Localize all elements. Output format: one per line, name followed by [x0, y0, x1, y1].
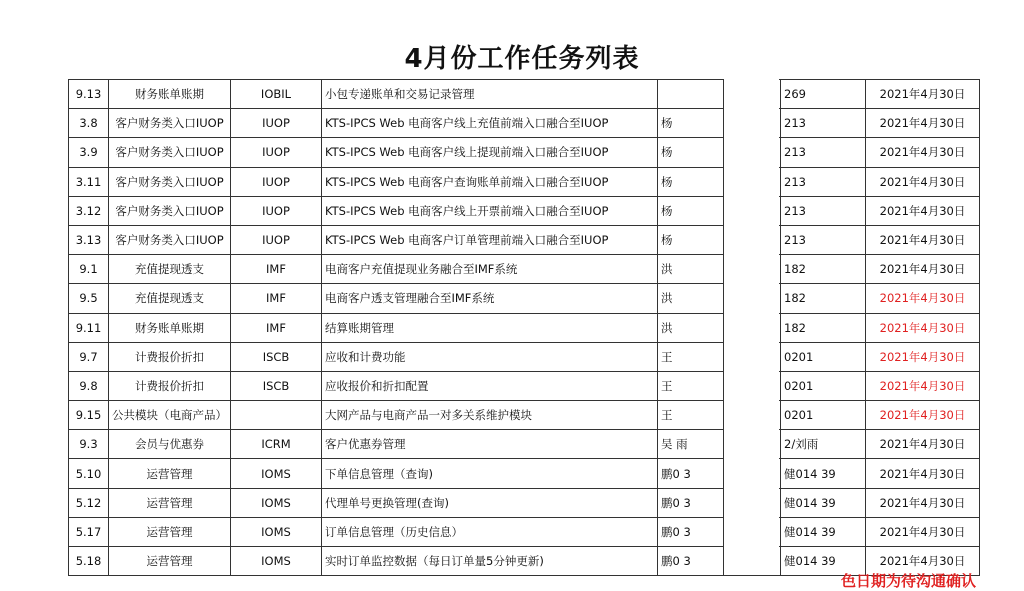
owner-contact-cell: 2/刘雨 — [781, 430, 866, 459]
owner-cell: 杨 — [658, 225, 724, 254]
system-cell: IUOP — [231, 167, 322, 196]
description-cell: 电商客户充值提现业务融合至IMF系统 — [322, 255, 658, 284]
deadline-cell: 2021年4月30日 — [866, 196, 980, 225]
module-cell: 财务账单账期 — [109, 80, 231, 109]
owner-contact-cell: 213 — [781, 109, 866, 138]
system-cell: IUOP — [231, 138, 322, 167]
module-cell: 充值提现透支 — [109, 284, 231, 313]
table-row — [69, 517, 980, 546]
task-table-body — [69, 80, 980, 576]
module-cell: 客户财务类入口IUOP — [109, 225, 231, 254]
system-cell: IOMS — [231, 547, 322, 576]
table-row — [69, 342, 980, 371]
module-cell: 客户财务类入口IUOP — [109, 167, 231, 196]
owner-contact-cell: 213 — [781, 167, 866, 196]
page-title: 4月份工作任务列表 — [404, 44, 640, 74]
description-cell: 大网产品与电商产品一对多关系维护模块 — [322, 401, 658, 430]
deadline-cell: 2021年4月30日 — [866, 459, 980, 488]
task-id-cell: 3.8 — [69, 109, 109, 138]
task-id-cell: 9.7 — [69, 342, 109, 371]
deadline-cell: 2021年4月30日 — [866, 80, 980, 109]
module-cell: 财务账单账期 — [109, 313, 231, 342]
description-cell: 订单信息管理（历史信息） — [322, 517, 658, 546]
task-id-cell: 9.8 — [69, 371, 109, 400]
owner-contact-cell: 182 — [781, 284, 866, 313]
table-row — [69, 109, 980, 138]
owner-cell: 王 — [658, 342, 724, 371]
module-cell: 运营管理 — [109, 488, 231, 517]
system-cell: IUOP — [231, 196, 322, 225]
table-row — [69, 167, 980, 196]
description-cell: 电商客户透支管理融合至IMF系统 — [322, 284, 658, 313]
deadline-cell: 2021年4月30日 — [866, 284, 980, 313]
deadline-cell: 2021年4月30日 — [866, 371, 980, 400]
table-row — [69, 371, 980, 400]
deadline-cell: 2021年4月30日 — [866, 167, 980, 196]
owner-cell: 吴 雨 — [658, 430, 724, 459]
system-cell: IMF — [231, 313, 322, 342]
description-cell: 小包专递账单和交易记录管理 — [322, 80, 658, 109]
module-cell: 客户财务类入口IUOP — [109, 138, 231, 167]
task-id-cell: 5.12 — [69, 488, 109, 517]
system-cell: ICRM — [231, 430, 322, 459]
module-cell: 计费报价折扣 — [109, 342, 231, 371]
description-cell: 实时订单监控数据（每日订单量5分钟更新) — [322, 547, 658, 576]
deadline-cell: 2021年4月30日 — [866, 517, 980, 546]
task-id-cell: 9.13 — [69, 80, 109, 109]
deadline-cell: 2021年4月30日 — [866, 342, 980, 371]
system-cell: IMF — [231, 255, 322, 284]
deadline-cell: 2021年4月30日 — [866, 109, 980, 138]
task-id-cell: 9.3 — [69, 430, 109, 459]
module-cell: 会员与优惠券 — [109, 430, 231, 459]
description-cell: KTS-IPCS Web 电商客户线上开票前端入口融合至IUOP — [322, 196, 658, 225]
owner-cell: 洪 — [658, 284, 724, 313]
owner-cell: 洪 — [658, 313, 724, 342]
description-cell: 结算账期管理 — [322, 313, 658, 342]
owner-contact-cell: 213 — [781, 196, 866, 225]
owner-contact-cell: 0201 — [781, 342, 866, 371]
module-cell: 计费报价折扣 — [109, 371, 231, 400]
system-cell: IOMS — [231, 459, 322, 488]
owner-cell: 王 — [658, 371, 724, 400]
task-id-cell: 9.15 — [69, 401, 109, 430]
owner-cell — [658, 80, 724, 109]
table-row — [69, 284, 980, 313]
task-id-cell: 3.12 — [69, 196, 109, 225]
owner-contact-cell: 269 — [781, 80, 866, 109]
task-id-cell: 5.17 — [69, 517, 109, 546]
deadline-cell: 2021年4月30日 — [866, 225, 980, 254]
description-cell: KTS-IPCS Web 电商客户线上提现前端入口融合至IUOP — [322, 138, 658, 167]
owner-contact-cell: 健014 39 — [781, 459, 866, 488]
module-cell: 运营管理 — [109, 517, 231, 546]
owner-cell: 杨 — [658, 167, 724, 196]
task-id-cell: 9.1 — [69, 255, 109, 284]
table-row — [69, 196, 980, 225]
description-cell: 应收报价和折扣配置 — [322, 371, 658, 400]
description-cell: 下单信息管理（查询) — [322, 459, 658, 488]
owner-cell: 洪 — [658, 255, 724, 284]
owner-contact-cell: 182 — [781, 313, 866, 342]
table-row — [69, 430, 980, 459]
owner-cell: 鹏0 3 — [658, 488, 724, 517]
system-cell — [231, 401, 322, 430]
module-cell: 运营管理 — [109, 459, 231, 488]
task-id-cell: 3.11 — [69, 167, 109, 196]
task-table — [68, 79, 980, 576]
owner-cell: 杨 — [658, 138, 724, 167]
table-row — [69, 313, 980, 342]
description-cell: KTS-IPCS Web 电商客户查询账单前端入口融合至IUOP — [322, 167, 658, 196]
module-cell: 客户财务类入口IUOP — [109, 109, 231, 138]
module-cell: 充值提现透支 — [109, 255, 231, 284]
owner-contact-cell: 182 — [781, 255, 866, 284]
owner-contact-cell: 健014 39 — [781, 547, 866, 576]
deadline-cell: 2021年4月30日 — [866, 255, 980, 284]
deadline-cell: 2021年4月30日 — [866, 138, 980, 167]
system-cell: IOMS — [231, 517, 322, 546]
table-row — [69, 80, 980, 109]
table-row — [69, 255, 980, 284]
description-cell: KTS-IPCS Web 电商客户线上充值前端入口融合至IUOP — [322, 109, 658, 138]
owner-contact-cell: 0201 — [781, 371, 866, 400]
table-row — [69, 488, 980, 517]
system-cell: IUOP — [231, 225, 322, 254]
owner-contact-cell: 0201 — [781, 401, 866, 430]
deadline-cell: 2021年4月30日 — [866, 313, 980, 342]
owner-contact-cell: 213 — [781, 138, 866, 167]
owner-cell: 鹏0 3 — [658, 547, 724, 576]
system-cell: IMF — [231, 284, 322, 313]
table-row — [69, 138, 980, 167]
system-cell: IOMS — [231, 488, 322, 517]
footnote: 色日期为待沟通确认 — [840, 572, 976, 590]
system-cell: ISCB — [231, 342, 322, 371]
task-id-cell: 3.13 — [69, 225, 109, 254]
owner-contact-cell: 健014 39 — [781, 488, 866, 517]
module-cell: 客户财务类入口IUOP — [109, 196, 231, 225]
task-id-cell: 9.5 — [69, 284, 109, 313]
owner-cell: 鹏0 3 — [658, 517, 724, 546]
description-cell: 应收和计费功能 — [322, 342, 658, 371]
owner-cell: 杨 — [658, 196, 724, 225]
description-cell: KTS-IPCS Web 电商客户订单管理前端入口融合至IUOP — [322, 225, 658, 254]
system-cell: ISCB — [231, 371, 322, 400]
owner-cell: 杨 — [658, 109, 724, 138]
owner-cell: 鹏0 3 — [658, 459, 724, 488]
deadline-cell: 2021年4月30日 — [866, 547, 980, 576]
task-id-cell: 5.10 — [69, 459, 109, 488]
obscured-region — [724, 79, 779, 569]
task-id-cell: 9.11 — [69, 313, 109, 342]
owner-contact-cell: 健014 39 — [781, 517, 866, 546]
table-row — [69, 225, 980, 254]
owner-contact-cell: 213 — [781, 225, 866, 254]
description-cell: 代理单号更换管理(查询) — [322, 488, 658, 517]
system-cell: IOBIL — [231, 80, 322, 109]
system-cell: IUOP — [231, 109, 322, 138]
deadline-cell: 2021年4月30日 — [866, 488, 980, 517]
deadline-cell: 2021年4月30日 — [866, 430, 980, 459]
module-cell: 公共模块（电商产品） — [109, 401, 231, 430]
deadline-cell: 2021年4月30日 — [866, 401, 980, 430]
module-cell: 运营管理 — [109, 547, 231, 576]
table-row — [69, 459, 980, 488]
task-id-cell: 3.9 — [69, 138, 109, 167]
owner-cell: 王 — [658, 401, 724, 430]
description-cell: 客户优惠券管理 — [322, 430, 658, 459]
table-row — [69, 401, 980, 430]
task-id-cell: 5.18 — [69, 547, 109, 576]
